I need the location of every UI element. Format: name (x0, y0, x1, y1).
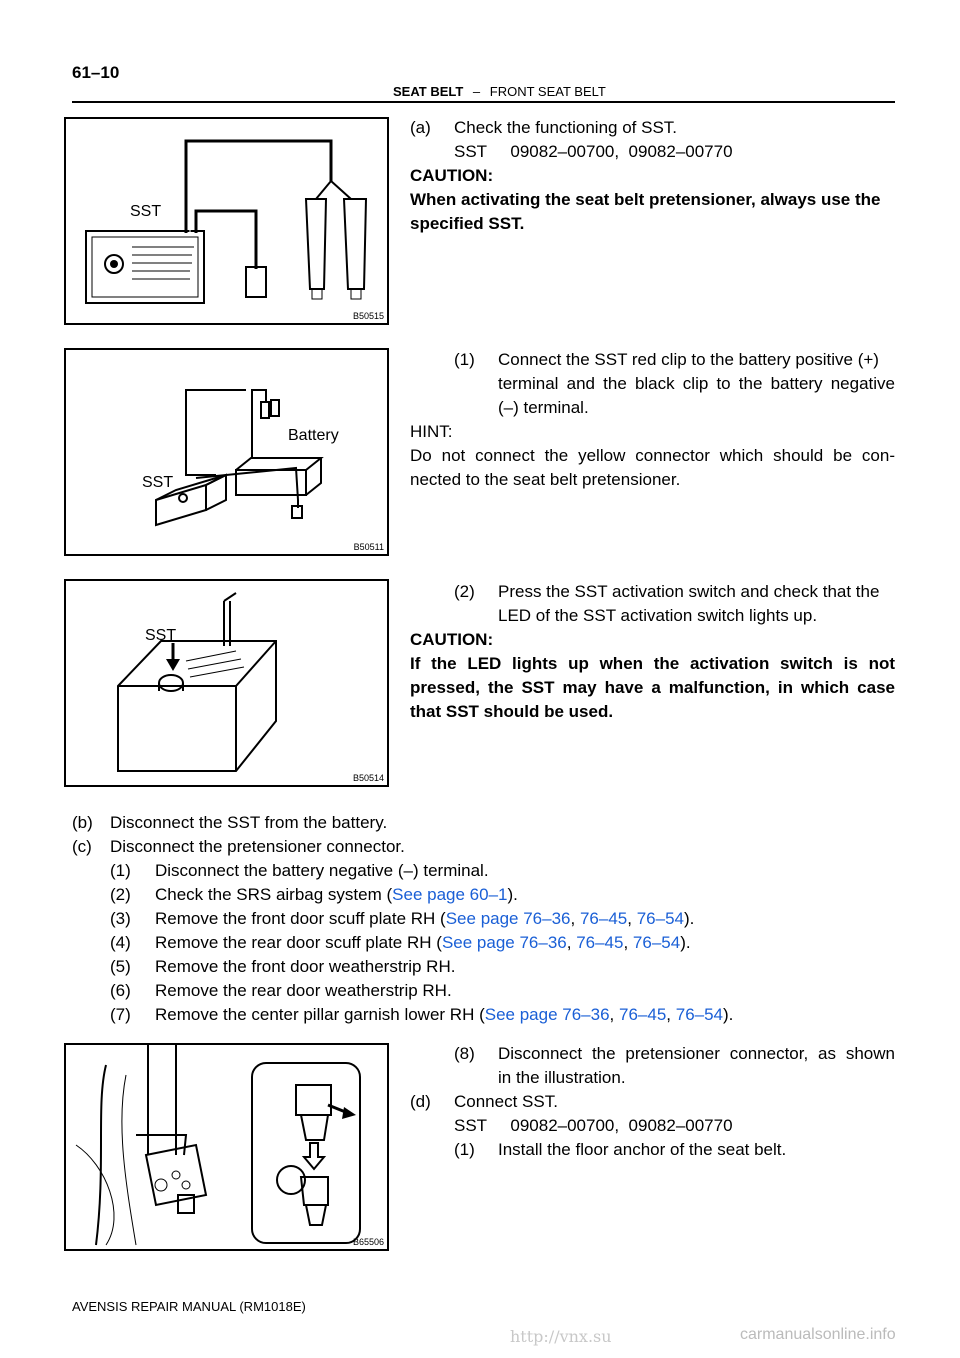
figure-sst-tool (64, 117, 389, 325)
caution2-line3: that SST should be used. (410, 702, 614, 721)
step-c2-marker: (2) (110, 885, 131, 904)
footer-manual-title: AVENSIS REPAIR MANUAL (RM1018E) (72, 1299, 306, 1314)
step-c7-text: Remove the center pillar garnish lower RH ( (155, 1005, 485, 1024)
close: ). (723, 1005, 734, 1024)
step-c2-text: Check the SRS airbag system ( (155, 885, 393, 904)
step-c4-text: Remove the rear door scuff plate RH ( (155, 933, 442, 952)
step-c2-line (155, 883, 518, 907)
close: ). (683, 909, 695, 928)
step-c2-end: ). (507, 885, 518, 904)
link-page-60-1[interactable]: See page 60–1 (392, 885, 508, 904)
fig2-label-battery: Battery (288, 427, 339, 444)
section-title: SEAT BELT (393, 84, 464, 99)
hint-line2: nected to the seat belt pretensioner. (410, 470, 681, 489)
step-c7-line (155, 1003, 733, 1027)
step-d1-text: Install the floor anchor of the seat belt. (498, 1140, 787, 1159)
caution1-line1: When activating the seat belt pretensioner, always use the (410, 190, 881, 209)
caution2-title: CAUTION: (410, 630, 494, 649)
fig2-code: B50511 (353, 542, 384, 552)
step-c1-marker: (1) (110, 861, 131, 880)
caution2-line1: If the LED lights up when the activation switch is not (410, 654, 895, 673)
link-page-76-54[interactable]: 76–54 (632, 933, 681, 952)
step-c5-text: Remove the front door weatherstrip RH. (155, 957, 456, 976)
fig4-code: B65506 (352, 1237, 384, 1247)
sst-switch-drawing (66, 581, 387, 785)
hint-line1: Do not connect the yellow connector which should be con- (410, 446, 895, 465)
figure-pretensioner-connector (64, 1043, 389, 1251)
fig3-code: B50514 (352, 773, 384, 783)
link-page-76-45[interactable]: 76–45 (619, 1005, 667, 1024)
sep: , (623, 933, 633, 952)
fig3-label-sst: SST (145, 627, 177, 644)
step-c8-line1: Disconnect the pretensioner connector, as shown (498, 1044, 895, 1063)
step-b-marker: (b) (72, 813, 93, 832)
sep: , (627, 909, 637, 928)
step-c5-marker: (5) (110, 957, 131, 976)
hint-title: HINT: (410, 422, 453, 441)
link-page-76-45[interactable]: 76–45 (579, 909, 628, 928)
step-a-marker: (a) (410, 118, 431, 137)
step-c8-marker: (8) (454, 1044, 475, 1063)
page-number: 61–10 (72, 63, 120, 82)
figure-sst-switch (64, 579, 389, 787)
sep: , (566, 933, 577, 952)
step-d-sst: SST 09082–00700, 09082–00770 (454, 1116, 733, 1135)
subsection-title: FRONT SEAT BELT (489, 84, 606, 99)
step-c6-text: Remove the rear door weatherstrip RH. (155, 981, 452, 1000)
step-b-text: Disconnect the SST from the battery. (110, 813, 388, 832)
step-c1-text: Disconnect the battery negative (–) terminal. (155, 861, 489, 880)
header-dash: – (472, 84, 481, 99)
step-c7-marker: (7) (110, 1005, 131, 1024)
step-2-line1: Press the SST activation switch and check that the (498, 582, 880, 601)
link-page-76-36[interactable]: See page 76–36 (441, 933, 567, 952)
step-d1-marker: (1) (454, 1140, 475, 1159)
step-a-text: Check the functioning of SST. (454, 118, 678, 137)
step-2-line2: LED of the SST activation switch lights up. (498, 606, 818, 625)
pretensioner-connector-drawing (66, 1045, 387, 1249)
step-1-line3: (–) terminal. (498, 398, 589, 417)
sep: , (666, 1005, 676, 1024)
link-page-76-36[interactable]: See page 76–36 (484, 1005, 610, 1024)
link-page-76-54[interactable]: 76–54 (636, 909, 684, 928)
step-c-marker: (c) (72, 837, 92, 856)
link-page-76-54[interactable]: 76–54 (675, 1005, 724, 1024)
step-1-line2: terminal and the black clip to the battery negative (498, 374, 895, 393)
step-c-text: Disconnect the pretensioner connector. (110, 837, 405, 856)
link-page-76-36[interactable]: See page 76–36 (445, 909, 571, 928)
page-header (393, 84, 606, 99)
link-page-76-45[interactable]: 76–45 (576, 933, 624, 952)
step-2-marker: (2) (454, 582, 475, 601)
step-1-line1: Connect the SST red clip to the battery positive (+) (498, 350, 879, 369)
figure-battery-connection (64, 348, 389, 556)
sep: , (570, 909, 580, 928)
step-1-marker: (1) (454, 350, 475, 369)
step-c4-marker: (4) (110, 933, 131, 952)
step-c3-text: Remove the front door scuff plate RH ( (155, 909, 446, 928)
step-c3-marker: (3) (110, 909, 131, 928)
caution1-title: CAUTION: (410, 166, 494, 185)
battery-connection-drawing (66, 350, 387, 554)
step-c8-line2: in the illustration. (498, 1068, 626, 1087)
step-c4-line (155, 931, 691, 955)
caution2-line2: pressed, the SST may have a malfunction, in which case (410, 678, 895, 697)
step-d-text: Connect SST. (454, 1092, 558, 1111)
fig1-code: B50515 (352, 311, 384, 321)
step-c6-marker: (6) (110, 981, 131, 1000)
step-c3-line (155, 907, 694, 931)
caution1-line2: specified SST. (410, 214, 525, 233)
close: ). (680, 933, 691, 952)
step-d-marker: (d) (410, 1092, 431, 1111)
sst-tool-drawing (66, 119, 387, 323)
watermark-site: carmanualsonline.info (740, 1326, 896, 1343)
step-a-sst: SST 09082–00700, 09082–00770 (454, 142, 733, 161)
watermark-url[interactable]: http://vnx.su (510, 1327, 612, 1346)
fig2-label-sst: SST (142, 474, 174, 491)
fig1-label-sst: SST (130, 203, 162, 220)
sep: , (609, 1005, 619, 1024)
header-rule (72, 101, 895, 103)
